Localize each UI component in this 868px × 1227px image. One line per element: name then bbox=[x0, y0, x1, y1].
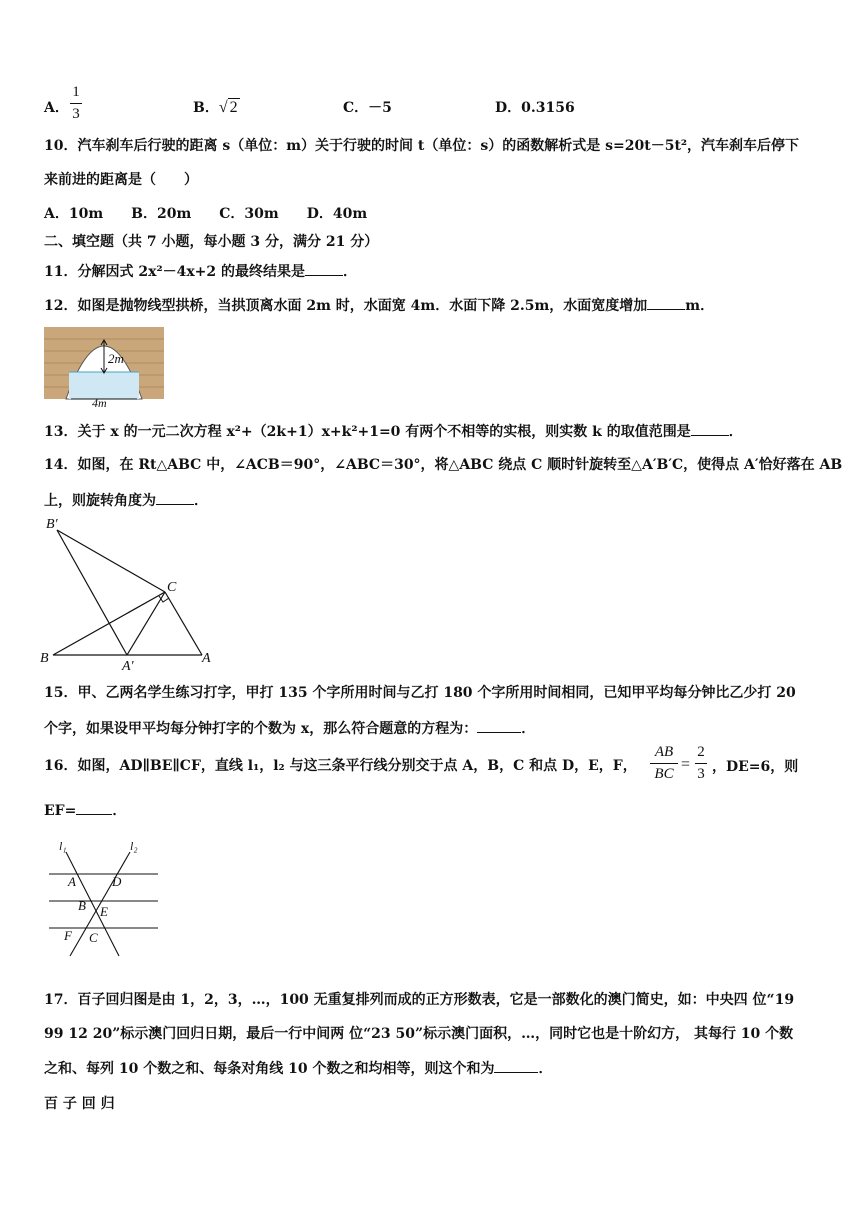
q15-text: 个字，如果设甲平均每分钟打字的个数为 x，那么符合题意的方程为： bbox=[44, 721, 478, 737]
equals-sign: = bbox=[681, 756, 691, 773]
label-a-prime: A′ bbox=[122, 659, 134, 674]
q15-line1: 15．甲、乙两名学生练习打字，甲打 135 个字所用时间与乙打 180 个字所用时间相同，已知甲平均每分钟比乙少打 20 bbox=[44, 685, 796, 701]
q14-end: ． bbox=[194, 493, 208, 509]
answer-blank bbox=[494, 1058, 538, 1073]
label-b: B bbox=[40, 651, 49, 666]
q9-option-b-label: B． bbox=[193, 100, 219, 116]
q17-line2: 99 12 20”标示澳门回归日期，最后一行中间两 位“23 50”标示澳门面积，…，同时它也是十阶幻方， 其每行 10 个数 bbox=[44, 1026, 794, 1042]
q16-line1-post: ，DE=6，则 bbox=[712, 759, 799, 775]
label-d: D bbox=[112, 874, 122, 889]
q9-option-a-numerator: 1 bbox=[72, 84, 80, 100]
q13-end: ． bbox=[728, 424, 743, 440]
q16-value-den: 3 bbox=[697, 766, 705, 782]
q16-parallel-lines-figure bbox=[44, 838, 164, 960]
q14-rotation-figure bbox=[36, 514, 226, 674]
q9-option-b-radicand: 2 bbox=[229, 99, 238, 116]
sqrt-icon: √ 2 bbox=[218, 99, 238, 116]
q14-line1: 14．如图，在 Rt△ABC 中，∠ACB＝90°，∠ABC＝30°，将△ABC 绕点 C 顺时针旋转至△A′B′C，使得点 A′恰好落在 AB bbox=[44, 457, 843, 473]
answer-blank bbox=[76, 800, 112, 815]
q13-text: 13．关于 x 的一元二次方程 x²+（2k+1）x+k²+1=0 有两个不相等的实根，则实数 k 的取值范围是 bbox=[44, 424, 691, 440]
q16-text: EF= bbox=[44, 803, 77, 819]
q16-value-num: 2 bbox=[697, 744, 705, 760]
q9-option-a-denominator: 3 bbox=[72, 106, 80, 122]
height-label: 2m bbox=[108, 351, 124, 366]
q16-line2 bbox=[44, 800, 126, 821]
label-a: A bbox=[202, 651, 211, 666]
q16-ratio-fraction bbox=[650, 744, 678, 783]
q16-value-fraction bbox=[695, 744, 707, 783]
label-c: C bbox=[167, 580, 177, 595]
section2-title: 二、填空题（共 7 小题，每小题 3 分，满分 21 分） bbox=[44, 234, 379, 250]
q9-option-a-label: A． bbox=[44, 100, 69, 116]
label-l2: l₂ bbox=[130, 839, 138, 853]
q11-end: ． bbox=[343, 264, 358, 280]
q16-frac-den: BC bbox=[654, 766, 674, 782]
label-b-prime: B′ bbox=[46, 517, 58, 532]
q9-option-d: D．0.3156 bbox=[495, 100, 575, 116]
q10-line2: 来前进的距离是（ ） bbox=[44, 172, 198, 188]
q11-text: 11．分解因式 2x²－4x+2 的最终结果是 bbox=[44, 264, 306, 280]
answer-blank bbox=[647, 295, 685, 310]
label-b: B bbox=[78, 898, 86, 913]
water bbox=[69, 372, 139, 399]
q17-line1: 17．百子回归图是由 1，2，3，…，100 无重复排列而成的正方形数表，它是一部数化的澳门简史，如：中央四 位“19 bbox=[44, 992, 795, 1008]
q15-end: ． bbox=[521, 721, 536, 737]
q9-option-b bbox=[193, 97, 240, 117]
q17-footer: 百 子 回 归 bbox=[44, 1096, 115, 1112]
q16-line1-pre: 16．如图，AD∥BE∥CF，直线 l₁，l₂ 与这三条平行线分别交于点 A，B，C 和点 D，E，F， bbox=[44, 758, 637, 774]
answer-blank bbox=[477, 718, 521, 733]
label-f: F bbox=[64, 928, 72, 943]
q10-line1: 10．汽车刹车后行驶的距离 s（单位：m）关于行驶的时间 t（单位：s）的函数解析式是 s=20t－5t²，汽车刹车后停下 bbox=[44, 138, 800, 154]
q10-options: A．10m B．20m C．30m D．40m bbox=[44, 206, 368, 222]
label-c: C bbox=[89, 930, 98, 945]
width-label: 4m bbox=[92, 396, 107, 407]
q16-frac-num: AB bbox=[654, 744, 674, 760]
q14-line2 bbox=[44, 490, 208, 511]
answer-blank bbox=[691, 421, 729, 436]
label-e: E bbox=[100, 904, 108, 919]
q17-line3 bbox=[44, 1058, 552, 1079]
q17-text: 之和、每列 10 个数之和、每条对角线 10 个数之和均相等，则这个和为 bbox=[44, 1061, 495, 1077]
q9-option-c: C．－5 bbox=[343, 100, 392, 116]
q12-text: 12．如图是抛物线型拱桥，当拱顶离水面 2m 时，水面宽 4m．水面下降 2.5m，水面宽度增加 bbox=[44, 298, 648, 314]
label-l1: l₁ bbox=[59, 839, 67, 853]
q16-end: ． bbox=[112, 803, 127, 819]
answer-blank bbox=[156, 490, 194, 505]
q12-arch-bridge-figure bbox=[44, 327, 164, 407]
answer-blank bbox=[305, 261, 343, 276]
q11-line bbox=[44, 261, 357, 282]
q12-line bbox=[44, 295, 714, 316]
q17-end: ． bbox=[538, 1061, 553, 1077]
q15-line2 bbox=[44, 718, 535, 739]
label-a: A bbox=[68, 874, 76, 889]
q13-line bbox=[44, 421, 743, 442]
q14-text: 上，则旋转角度为 bbox=[44, 493, 156, 509]
q9-option-a-fraction bbox=[70, 84, 82, 123]
q12-end: m． bbox=[685, 298, 715, 314]
